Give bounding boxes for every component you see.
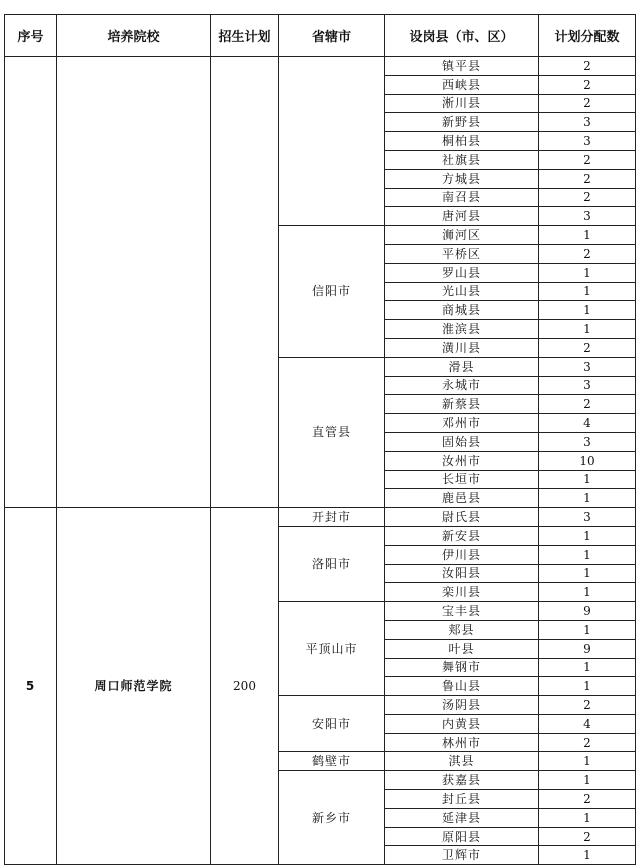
county-cell: 封丘县 xyxy=(385,790,539,809)
county-cell: 内黄县 xyxy=(385,714,539,733)
allocation-cell: 2 xyxy=(539,150,636,169)
county-cell: 罗山县 xyxy=(385,263,539,282)
allocation-cell: 1 xyxy=(539,282,636,301)
allocation-cell: 1 xyxy=(539,620,636,639)
allocation-cell: 2 xyxy=(539,188,636,207)
table-row xyxy=(5,57,636,76)
county-cell: 郏县 xyxy=(385,620,539,639)
county-cell: 潢川县 xyxy=(385,338,539,357)
county-cell: 原阳县 xyxy=(385,827,539,846)
county-cell: 新蔡县 xyxy=(385,395,539,414)
allocation-cell: 2 xyxy=(539,338,636,357)
allocation-cell: 1 xyxy=(539,489,636,508)
city-cell xyxy=(279,57,385,226)
county-cell: 长垣市 xyxy=(385,470,539,489)
plan-cell: 200 xyxy=(211,508,279,865)
header-city: 省辖市 xyxy=(279,15,385,57)
allocation-cell: 3 xyxy=(539,376,636,395)
county-cell: 叶县 xyxy=(385,639,539,658)
county-cell: 商城县 xyxy=(385,301,539,320)
allocation-cell: 4 xyxy=(539,414,636,433)
seq-cell: 5 xyxy=(5,508,57,865)
allocation-cell: 3 xyxy=(539,207,636,226)
allocation-cell: 3 xyxy=(539,432,636,451)
allocation-cell: 1 xyxy=(539,320,636,339)
county-cell: 固始县 xyxy=(385,432,539,451)
allocation-cell: 1 xyxy=(539,545,636,564)
allocation-table xyxy=(4,14,636,865)
county-cell: 舞钢市 xyxy=(385,658,539,677)
header-row xyxy=(5,15,636,57)
allocation-cell: 1 xyxy=(539,526,636,545)
allocation-cell: 1 xyxy=(539,470,636,489)
allocation-cell: 2 xyxy=(539,733,636,752)
allocation-cell: 1 xyxy=(539,677,636,696)
county-cell: 方城县 xyxy=(385,169,539,188)
county-cell: 汤阴县 xyxy=(385,696,539,715)
county-cell: 淅川县 xyxy=(385,94,539,113)
allocation-cell: 4 xyxy=(539,714,636,733)
city-cell: 平顶山市 xyxy=(279,602,385,696)
allocation-cell: 2 xyxy=(539,244,636,263)
allocation-cell: 2 xyxy=(539,790,636,809)
allocation-cell: 1 xyxy=(539,658,636,677)
allocation-cell: 1 xyxy=(539,226,636,245)
allocation-cell: 2 xyxy=(539,827,636,846)
allocation-cell: 10 xyxy=(539,451,636,470)
allocation-cell: 1 xyxy=(539,583,636,602)
county-cell: 宝丰县 xyxy=(385,602,539,621)
city-cell: 开封市 xyxy=(279,508,385,527)
allocation-cell: 2 xyxy=(539,395,636,414)
county-cell: 栾川县 xyxy=(385,583,539,602)
school-cell xyxy=(57,57,211,508)
county-cell: 邓州市 xyxy=(385,414,539,433)
county-cell: 新安县 xyxy=(385,526,539,545)
allocation-cell: 9 xyxy=(539,639,636,658)
header-allocation: 计划分配数 xyxy=(539,15,636,57)
allocation-cell: 2 xyxy=(539,75,636,94)
county-cell: 尉氏县 xyxy=(385,508,539,527)
allocation-cell: 1 xyxy=(539,846,636,865)
county-cell: 滑县 xyxy=(385,357,539,376)
county-cell: 卫辉市 xyxy=(385,846,539,865)
school-cell: 周口师范学院 xyxy=(57,508,211,865)
county-cell: 平桥区 xyxy=(385,244,539,263)
county-cell: 社旗县 xyxy=(385,150,539,169)
county-cell: 新野县 xyxy=(385,113,539,132)
allocation-cell: 2 xyxy=(539,169,636,188)
county-cell: 唐河县 xyxy=(385,207,539,226)
county-cell: 伊川县 xyxy=(385,545,539,564)
city-cell: 鹤壁市 xyxy=(279,752,385,771)
allocation-cell: 3 xyxy=(539,132,636,151)
allocation-cell: 3 xyxy=(539,357,636,376)
county-cell: 永城市 xyxy=(385,376,539,395)
header-county: 设岗县（市、区） xyxy=(385,15,539,57)
allocation-cell: 1 xyxy=(539,263,636,282)
seq-cell xyxy=(5,57,57,508)
allocation-cell: 1 xyxy=(539,808,636,827)
allocation-cell: 2 xyxy=(539,696,636,715)
county-cell: 淇县 xyxy=(385,752,539,771)
county-cell: 浉河区 xyxy=(385,226,539,245)
header-seq: 序号 xyxy=(5,15,57,57)
header-school: 培养院校 xyxy=(57,15,211,57)
county-cell: 汝阳县 xyxy=(385,564,539,583)
county-cell: 西峡县 xyxy=(385,75,539,94)
county-cell: 桐柏县 xyxy=(385,132,539,151)
county-cell: 淮滨县 xyxy=(385,320,539,339)
plan-cell xyxy=(211,57,279,508)
county-cell: 林州市 xyxy=(385,733,539,752)
table-row xyxy=(5,508,636,527)
allocation-cell: 9 xyxy=(539,602,636,621)
allocation-cell: 1 xyxy=(539,301,636,320)
county-cell: 延津县 xyxy=(385,808,539,827)
allocation-cell: 3 xyxy=(539,113,636,132)
county-cell: 获嘉县 xyxy=(385,771,539,790)
city-cell: 洛阳市 xyxy=(279,526,385,601)
table-body xyxy=(5,57,636,865)
county-cell: 镇平县 xyxy=(385,57,539,76)
county-cell: 光山县 xyxy=(385,282,539,301)
allocation-cell: 3 xyxy=(539,508,636,527)
allocation-cell: 1 xyxy=(539,564,636,583)
city-cell: 直管县 xyxy=(279,357,385,507)
county-cell: 鲁山县 xyxy=(385,677,539,696)
city-cell: 安阳市 xyxy=(279,696,385,752)
allocation-cell: 1 xyxy=(539,752,636,771)
county-cell: 南召县 xyxy=(385,188,539,207)
county-cell: 鹿邑县 xyxy=(385,489,539,508)
city-cell: 信阳市 xyxy=(279,226,385,358)
allocation-cell: 1 xyxy=(539,771,636,790)
header-plan: 招生计划 xyxy=(211,15,279,57)
city-cell: 新乡市 xyxy=(279,771,385,865)
allocation-cell: 2 xyxy=(539,57,636,76)
allocation-cell: 2 xyxy=(539,94,636,113)
county-cell: 汝州市 xyxy=(385,451,539,470)
